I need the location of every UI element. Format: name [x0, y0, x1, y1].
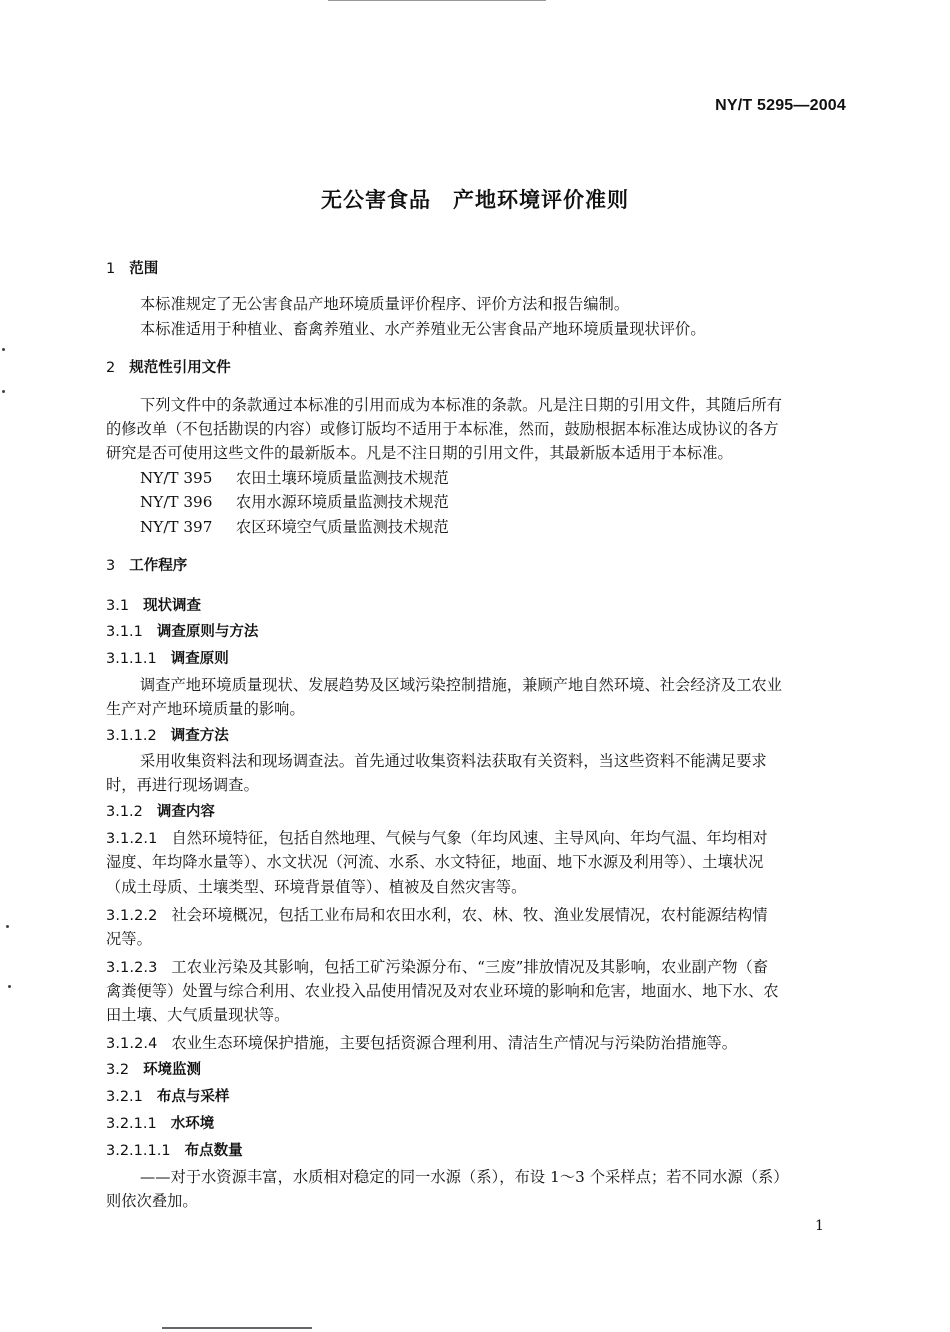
page-number: 1	[815, 1218, 824, 1234]
section-3-1-2-heading: 3.1.2 调查内容	[106, 804, 215, 820]
section-3-1-2-3-line-3: 田土壤、大气质量现状等。	[106, 1006, 290, 1024]
section-3-1-1-1-line-1: 调查产地环境质量现状、发展趋势及区域污染控制措施，兼顾产地自然环境、社会经济及工农业	[140, 676, 783, 694]
page-title: 无公害食品 产地环境评价准则	[321, 188, 629, 212]
section-3-1-1-1-line-2: 生产对产地环境质量的影响。	[106, 700, 305, 718]
section-3-1-1-2-line-1: 采用收集资料法和现场调查法。首先通过收集资料法获取有关资料，当这些资料不能满足要求	[140, 752, 767, 770]
section-3-1-2-4-line-1: 3.1.2.4 农业生态环境保护措施，主要包括资源合理利用、清洁生产情况与污染防治措施等。	[106, 1034, 738, 1052]
section-3-1-2-3-line-2: 禽粪便等）处置与综合利用、农业投入品使用情况及对农业环境的影响和危害，地面水、地下水、农	[106, 982, 779, 1000]
section-3-2-1-heading: 3.2.1 布点与采样	[106, 1089, 230, 1105]
section-3-1-1-2-line-2: 时，再进行现场调查。	[106, 776, 259, 794]
section-3-2-1-1-1-line-1: ——对于水资源丰富，水质相对稳定的同一水源（系），布设 1～3 个采样点；若不同水源（系）	[140, 1168, 789, 1186]
reference-item: NY/T 396 农用水源环境质量监测技术规范	[140, 493, 449, 511]
top-rule	[328, 0, 546, 3]
section-3-2-1-1-heading: 3.2.1.1 水环境	[106, 1116, 215, 1132]
scan-speck	[2, 390, 5, 393]
bottom-rule	[162, 1327, 312, 1329]
scan-speck	[2, 348, 5, 351]
section-3-1-heading: 3.1 现状调查	[106, 598, 202, 614]
section-1-heading: 1 范围	[106, 261, 159, 277]
section-3-1-1-2-heading: 3.1.1.2 调查方法	[106, 728, 229, 744]
section-3-1-2-2-line-1: 3.1.2.2 社会环境概况，包括工业布局和农田水利，农、林、牧、渔业发展情况，农村能源结构情	[106, 906, 768, 924]
section-1-para-2: 本标准适用于种植业、畜禽养殖业、水产养殖业无公害食品产地环境质量现状评价。	[140, 320, 706, 338]
section-2-line-1: 下列文件中的条款通过本标准的引用而成为本标准的条款。凡是注日期的引用文件，其随后所有	[140, 396, 783, 414]
reference-item: NY/T 397 农区环境空气质量监测技术规范	[140, 518, 449, 536]
section-3-1-2-2-line-2: 况等。	[106, 930, 152, 948]
section-2-line-2: 的修改单（不包括勘误的内容）或修订版均不适用于本标准，然而，鼓励根据本标准达成协议的各方	[106, 420, 779, 438]
section-3-2-1-1-1-heading: 3.2.1.1.1 布点数量	[106, 1143, 243, 1159]
section-3-1-1-1-heading: 3.1.1.1 调查原则	[106, 651, 229, 667]
section-3-1-2-3-line-1: 3.1.2.3 工农业污染及其影响，包括工矿污染源分布、“三废”排放情况及其影响，农业副产物（畜	[106, 958, 769, 976]
section-1-para-1: 本标准规定了无公害食品产地环境质量评价程序、评价方法和报告编制。	[140, 295, 630, 313]
section-3-1-1-heading: 3.1.1 调查原则与方法	[106, 624, 259, 640]
scan-speck	[6, 925, 9, 928]
section-3-1-2-1-line-1: 3.1.2.1 自然环境特征，包括自然地理、气候与气象（年均风速、主导风向、年均气温、年均相对	[106, 829, 768, 847]
standard-code: NY/T 5295—2004	[715, 97, 846, 114]
section-3-1-2-1-line-2: 湿度、年均降水量等）、水文状况（河流、水系、水文特征，地面、地下水源及利用等）、土壤状况	[106, 853, 764, 871]
section-3-heading: 3 工作程序	[106, 558, 188, 574]
reference-item: NY/T 395 农田土壤环境质量监测技术规范	[140, 469, 449, 487]
section-3-1-2-1-line-3: （成土母质、土壤类型、环境背景值等）、植被及自然灾害等。	[106, 878, 527, 896]
section-2-heading: 2 规范性引用文件	[106, 360, 231, 376]
scan-speck	[8, 985, 11, 988]
section-2-line-3: 研究是否可使用这些文件的最新版本。凡是不注日期的引用文件，其最新版本适用于本标准。	[106, 444, 733, 462]
section-3-2-heading: 3.2 环境监测	[106, 1062, 202, 1078]
section-3-2-1-1-1-line-2: 则依次叠加。	[106, 1192, 198, 1210]
